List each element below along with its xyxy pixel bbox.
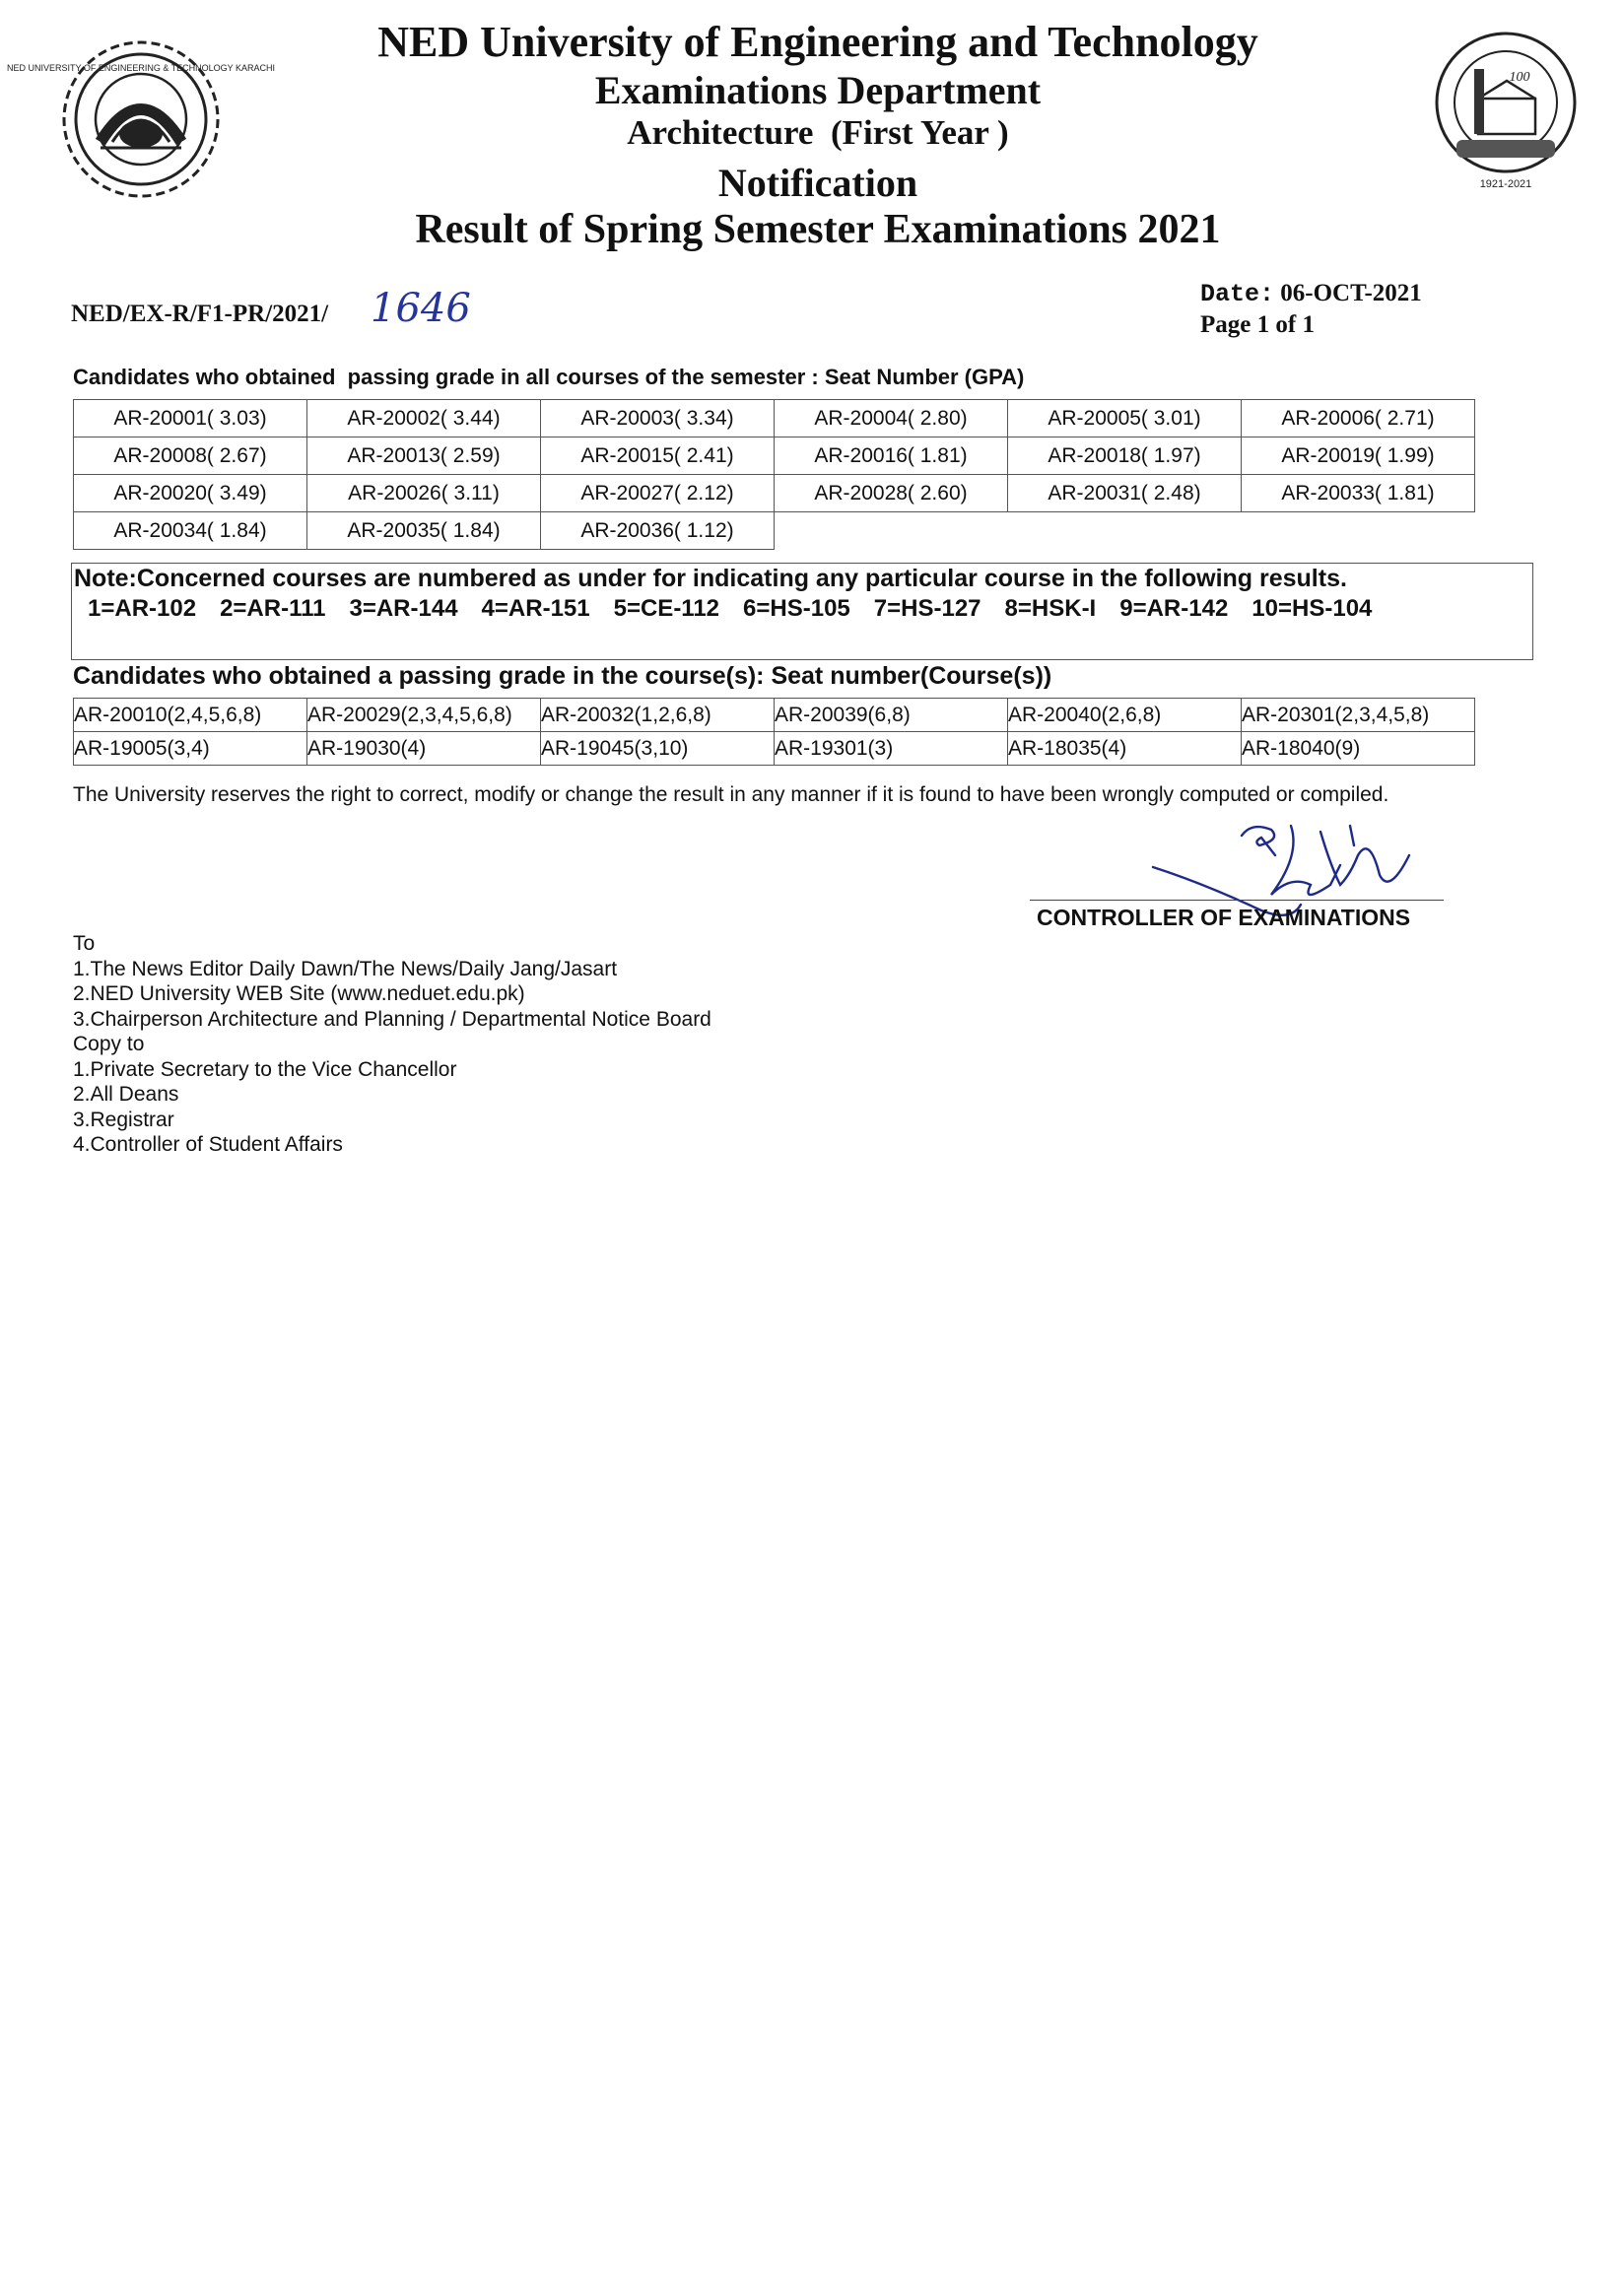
empty-cell [775, 512, 1008, 550]
pass-courses-table [73, 698, 1475, 766]
seat-courses-cell: AR-19045(3,10) [541, 732, 775, 766]
course-key-item: 4=AR-151 [481, 595, 590, 622]
seat-courses-cell: AR-19030(4) [307, 732, 541, 766]
course-key-item: 1=AR-102 [88, 595, 197, 622]
seat-gpa-cell: AR-20018( 1.97) [1008, 437, 1242, 475]
pass-all-caption: Candidates who obtained passing grade in all courses of the semester : Seat Number (GPA) [73, 365, 1025, 389]
list-item: 1.Private Secretary to the Vice Chancellor [73, 1057, 457, 1081]
table-row [74, 699, 1475, 732]
table-row [74, 475, 1475, 512]
result-title: Result of Spring Semester Examinations 2021 [415, 206, 1221, 252]
course-key-item: 8=HSK-I [1004, 595, 1097, 622]
seat-gpa-cell: AR-20035( 1.84) [307, 512, 541, 550]
disclaimer: The University reserves the right to correct, modify or change the result in any manner if it is found to have been wrongly computed or compiled. [73, 783, 1389, 806]
seat-gpa-cell: AR-20020( 3.49) [74, 475, 307, 512]
list-item: 2.All Deans [73, 1083, 179, 1106]
svg-text:NED UNIVERSITY OF ENGINEERING: NED UNIVERSITY OF ENGINEERING & TECHNOLOGY KARACHI [6, 63, 276, 73]
seat-gpa-cell: AR-20026( 3.11) [307, 475, 541, 512]
course-key-item: 2=AR-111 [220, 595, 326, 622]
seat-courses-cell: AR-19301(3) [775, 732, 1008, 766]
seat-gpa-cell: AR-20027( 2.12) [541, 475, 775, 512]
seat-courses-cell: AR-20040(2,6,8) [1008, 699, 1242, 732]
table-row [74, 512, 1475, 550]
svg-text:1921-2021: 1921-2021 [1479, 178, 1532, 190]
seat-gpa-cell: AR-20004( 2.80) [775, 400, 1008, 437]
to-recipients [73, 957, 711, 1033]
course-key-item: 5=CE-112 [613, 595, 720, 622]
svg-text:100: 100 [1509, 70, 1530, 85]
table-row [74, 400, 1475, 437]
table-row [74, 732, 1475, 766]
seat-courses-cell: AR-20301(2,3,4,5,8) [1242, 699, 1475, 732]
program-name: Architecture (First Year ) [627, 112, 1009, 152]
copy-recipients [73, 1057, 711, 1158]
handwritten-reference-number: 1646 [371, 286, 471, 331]
to-heading: To [73, 932, 96, 955]
seat-gpa-cell: AR-20028( 2.60) [775, 475, 1008, 512]
seat-courses-cell: AR-20032(1,2,6,8) [541, 699, 775, 732]
seat-gpa-cell: AR-20002( 3.44) [307, 400, 541, 437]
university-name: NED University of Engineering and Technology [377, 18, 1258, 66]
list-item: 3.Registrar [73, 1108, 174, 1131]
signature-line [1030, 900, 1444, 901]
seat-courses-cell: AR-18040(9) [1242, 732, 1475, 766]
course-key-item: 3=AR-144 [349, 595, 458, 622]
controller-title: CONTROLLER OF EXAMINATIONS [1037, 905, 1411, 930]
seat-gpa-cell: AR-20013( 2.59) [307, 437, 541, 475]
empty-cell [1008, 512, 1242, 550]
seat-courses-cell: AR-20039(6,8) [775, 699, 1008, 732]
list-item: 4.Controller of Student Affairs [73, 1133, 343, 1156]
department-name: Examinations Department [594, 67, 1042, 112]
seat-gpa-cell: AR-20036( 1.12) [541, 512, 775, 550]
seat-gpa-cell: AR-20005( 3.01) [1008, 400, 1242, 437]
distribution-list [73, 931, 711, 1158]
page-number: Page 1 of 1 [1200, 311, 1315, 339]
ned-university-seal-icon [6, 39, 276, 199]
date-block [1200, 278, 1422, 341]
seat-courses-cell: AR-19005(3,4) [74, 732, 307, 766]
course-key-list [88, 595, 1395, 623]
reference-number: NED/EX-R/F1-PR/2021/ [71, 301, 329, 327]
list-item: 2.NED University WEB Site (www.neduet.edu.pk) [73, 982, 525, 1005]
seat-courses-cell: AR-20010(2,4,5,6,8) [74, 699, 307, 732]
seat-courses-cell: AR-18035(4) [1008, 732, 1242, 766]
seat-gpa-cell: AR-20034( 1.84) [74, 512, 307, 550]
course-key-item: 10=HS-104 [1252, 595, 1373, 622]
pass-all-table [73, 399, 1475, 550]
date-value: 06-OCT-2021 [1280, 280, 1422, 306]
list-item: 3.Chairperson Architecture and Planning / Departmental Notice Board [73, 1007, 711, 1031]
document-type: Notification [717, 160, 918, 205]
course-key-item: 9=AR-142 [1119, 595, 1229, 622]
copy-heading: Copy to [73, 1033, 145, 1055]
seat-gpa-cell: AR-20019( 1.99) [1242, 437, 1475, 475]
seat-gpa-cell: AR-20003( 3.34) [541, 400, 775, 437]
seat-gpa-cell: AR-20001( 3.03) [74, 400, 307, 437]
pass-courses-caption: Candidates who obtained a passing grade in the course(s): Seat number(Course(s)) [73, 662, 1052, 690]
seat-gpa-cell: AR-20033( 1.81) [1242, 475, 1475, 512]
note-title: Note:Concerned courses are numbered as under for indicating any particular course in the following results. [74, 565, 1347, 592]
course-key-item: 6=HS-105 [743, 595, 850, 622]
seat-gpa-cell: AR-20008( 2.67) [74, 437, 307, 475]
course-note-box [71, 563, 1533, 660]
seat-gpa-cell: AR-20016( 1.81) [775, 437, 1008, 475]
course-key-item: 7=HS-127 [873, 595, 981, 622]
date-label: Date: [1200, 280, 1275, 308]
empty-cell [1242, 512, 1475, 550]
page-header [246, 18, 1389, 253]
seat-gpa-cell: AR-20015( 2.41) [541, 437, 775, 475]
ned-centenary-100-logo-icon [1431, 30, 1581, 193]
list-item: 1.The News Editor Daily Dawn/The News/Daily Jang/Jasart [73, 957, 618, 980]
seat-gpa-cell: AR-20006( 2.71) [1242, 400, 1475, 437]
table-row [74, 437, 1475, 475]
seat-courses-cell: AR-20029(2,3,4,5,6,8) [307, 699, 541, 732]
seat-gpa-cell: AR-20031( 2.48) [1008, 475, 1242, 512]
